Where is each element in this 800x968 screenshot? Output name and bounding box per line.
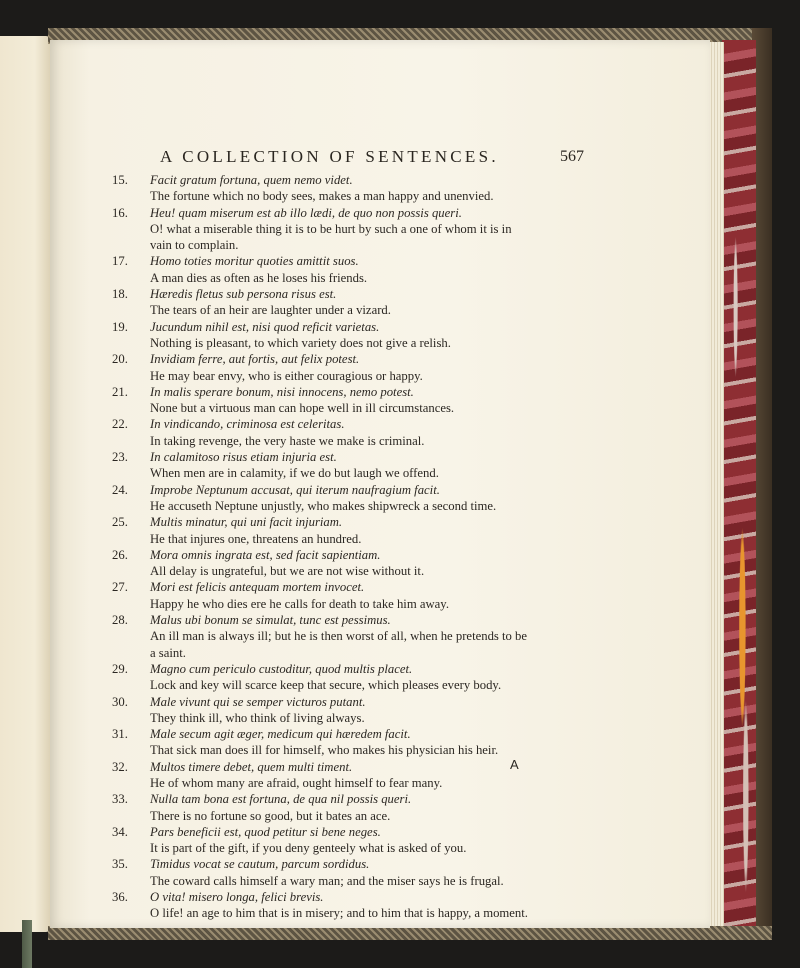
english-translation: That sick man does ill for himself, who makes his physician his heir. <box>150 743 499 758</box>
entry-number: 28. <box>112 613 128 628</box>
sentence-entry <box>112 661 532 694</box>
marbled-page-edge <box>722 40 756 930</box>
english-translation: The tears of an heir are laughter under a vizard. <box>150 303 391 318</box>
english-translation: He that injures one, threatens an hundred. <box>150 531 362 546</box>
entry-number: 31. <box>112 727 128 742</box>
english-translation: They think ill, who think of living always. <box>150 710 365 725</box>
sentence-entry <box>112 205 532 254</box>
english-translation: All delay is ungrateful, but we are not wise without it. <box>150 564 425 579</box>
english-translation: He accuseth Neptune unjustly, who makes shipwreck a second time. <box>150 498 497 513</box>
entry-number: 24. <box>112 482 128 497</box>
latin-sentence: Pars beneficii est, quod petitur si bene neges. <box>150 824 381 839</box>
page-number: 567 <box>560 148 584 165</box>
english-translation: Happy he who dies ere he calls for death to take him away. <box>150 596 449 611</box>
sentence-entry <box>112 791 532 824</box>
english-translation: A man dies as often as he loses his friends. <box>150 270 368 285</box>
english-translation: There is no fortune so good, but it bates an ace. <box>150 808 391 823</box>
entry-number: 18. <box>112 287 128 302</box>
facing-page-edge <box>0 36 50 932</box>
sentence-entry <box>112 253 532 286</box>
english-translation: He of whom many are afraid, ought himself to fear many. <box>150 775 443 790</box>
latin-sentence: Nulla tam bona est fortuna, de qua nil possis queri. <box>150 792 412 807</box>
sentence-entry <box>112 759 532 792</box>
latin-sentence: Invidiam ferre, aut fortis, aut felix potest. <box>150 352 360 367</box>
english-translation: vain to complain. <box>150 238 239 253</box>
entry-number: 21. <box>112 384 128 399</box>
sentence-list <box>112 172 532 922</box>
sentence-entry <box>112 612 532 661</box>
sentence-entry <box>112 889 532 922</box>
english-translation: The fortune which no body sees, makes a man happy and unenvied. <box>150 189 494 204</box>
sentence-entry <box>112 286 532 319</box>
latin-sentence: Improbe Neptunum accusat, qui iterum naufragium facit. <box>150 482 440 497</box>
latin-sentence: Homo toties moritur quoties amittit suos. <box>150 254 359 269</box>
latin-sentence: Male vivunt qui se semper victuros putant. <box>150 694 366 709</box>
latin-sentence: Timidus vocat se cautum, parcum sordidus. <box>150 857 370 872</box>
entry-number: 17. <box>112 254 128 269</box>
sentence-entry <box>112 856 532 889</box>
latin-sentence: Facit gratum fortuna, quem nemo videt. <box>150 173 353 187</box>
latin-sentence: Malus ubi bonum se simulat, tunc est pessimus. <box>150 613 391 628</box>
sentence-entry <box>112 694 532 727</box>
entry-number: 29. <box>112 661 128 676</box>
english-translation: The coward calls himself a wary man; and the miser says he is frugal. <box>150 873 504 888</box>
latin-sentence: In vindicando, criminosa est celeritas. <box>150 417 345 432</box>
sentence-entry <box>112 726 532 759</box>
english-translation: O life! an age to him that is in misery; and to him that is happy, a moment. <box>150 906 528 921</box>
english-translation: Nothing is pleasant, to which variety does not give a relish. <box>150 335 451 350</box>
english-translation: In taking revenge, the very haste we make is criminal. <box>150 433 425 448</box>
latin-sentence: Jucundum nihil est, nisi quod reficit varietas. <box>150 319 380 334</box>
entry-number: 30. <box>112 694 128 709</box>
english-translation: An ill man is always ill; but he is then worst of all, when he pretends to be <box>150 629 528 644</box>
entry-number: 35. <box>112 857 128 872</box>
latin-sentence: Mora omnis ingrata est, sed facit sapientiam. <box>150 547 381 562</box>
sentence-entry <box>112 449 532 482</box>
entry-number: 16. <box>112 205 128 220</box>
latin-sentence: In calamitoso risus etiam injuria est. <box>150 450 337 465</box>
latin-sentence: Magno cum periculo custoditur, quod multis placet. <box>150 661 413 676</box>
cover-border-bottom <box>48 926 772 940</box>
entry-number: 25. <box>112 515 128 530</box>
english-translation: None but a virtuous man can hope well in ill circumstances. <box>150 401 455 416</box>
latin-sentence: Hæredis fletus sub persona risus est. <box>150 287 337 302</box>
latin-sentence: Heu! quam miserum est ab illo lædi, de quo non possis queri. <box>150 205 462 220</box>
signature-mark: A <box>510 757 519 772</box>
latin-sentence: In malis sperare bonum, nisi innocens, nemo potest. <box>150 384 414 399</box>
english-translation: When men are in calamity, if we do but laugh we offend. <box>150 466 439 481</box>
english-translation: He may bear envy, who is either couragious or happy. <box>150 368 423 383</box>
entry-number: 15. <box>112 173 128 187</box>
english-translation: O! what a miserable thing it is to be hurt by such a one of whom it is in <box>150 221 512 236</box>
sentence-entry <box>112 824 532 857</box>
entry-number: 32. <box>112 759 128 774</box>
entry-number: 33. <box>112 792 128 807</box>
entry-number: 26. <box>112 547 128 562</box>
latin-sentence: O vita! misero longa, felici brevis. <box>150 890 324 905</box>
latin-sentence: Male secum agit æger, medicum qui hæredem facit. <box>150 727 411 742</box>
sentence-entry <box>112 579 532 612</box>
latin-sentence: Multis minatur, qui uni facit injuriam. <box>150 515 343 530</box>
latin-sentence: Mori est felicis antequam mortem invocet. <box>150 580 365 595</box>
english-translation: a saint. <box>150 645 186 660</box>
sentence-entry <box>112 319 532 352</box>
entry-number: 19. <box>112 319 128 334</box>
english-translation: It is part of the gift, if you deny genteely what is asked of you. <box>150 841 467 856</box>
sentence-entry <box>112 172 532 205</box>
sentence-entry <box>112 416 532 449</box>
sentence-entry <box>112 514 532 547</box>
sentence-entry <box>112 384 532 417</box>
english-translation: Lock and key will scarce keep that secure, which pleases every body. <box>150 678 502 693</box>
entry-number: 22. <box>112 417 128 432</box>
entry-number: 34. <box>112 824 128 839</box>
entry-number: 23. <box>112 450 128 465</box>
entry-number: 36. <box>112 890 128 905</box>
entry-number: 20. <box>112 352 128 367</box>
ribbon-bookmark <box>22 920 32 968</box>
entry-number: 27. <box>112 580 128 595</box>
sentence-entry <box>112 482 532 515</box>
running-header: A COLLECTION OF SENTENCES. <box>160 147 499 166</box>
sentence-entry <box>112 547 532 580</box>
sentence-entry <box>112 351 532 384</box>
latin-sentence: Multos timere debet, quem multi timent. <box>150 759 353 774</box>
